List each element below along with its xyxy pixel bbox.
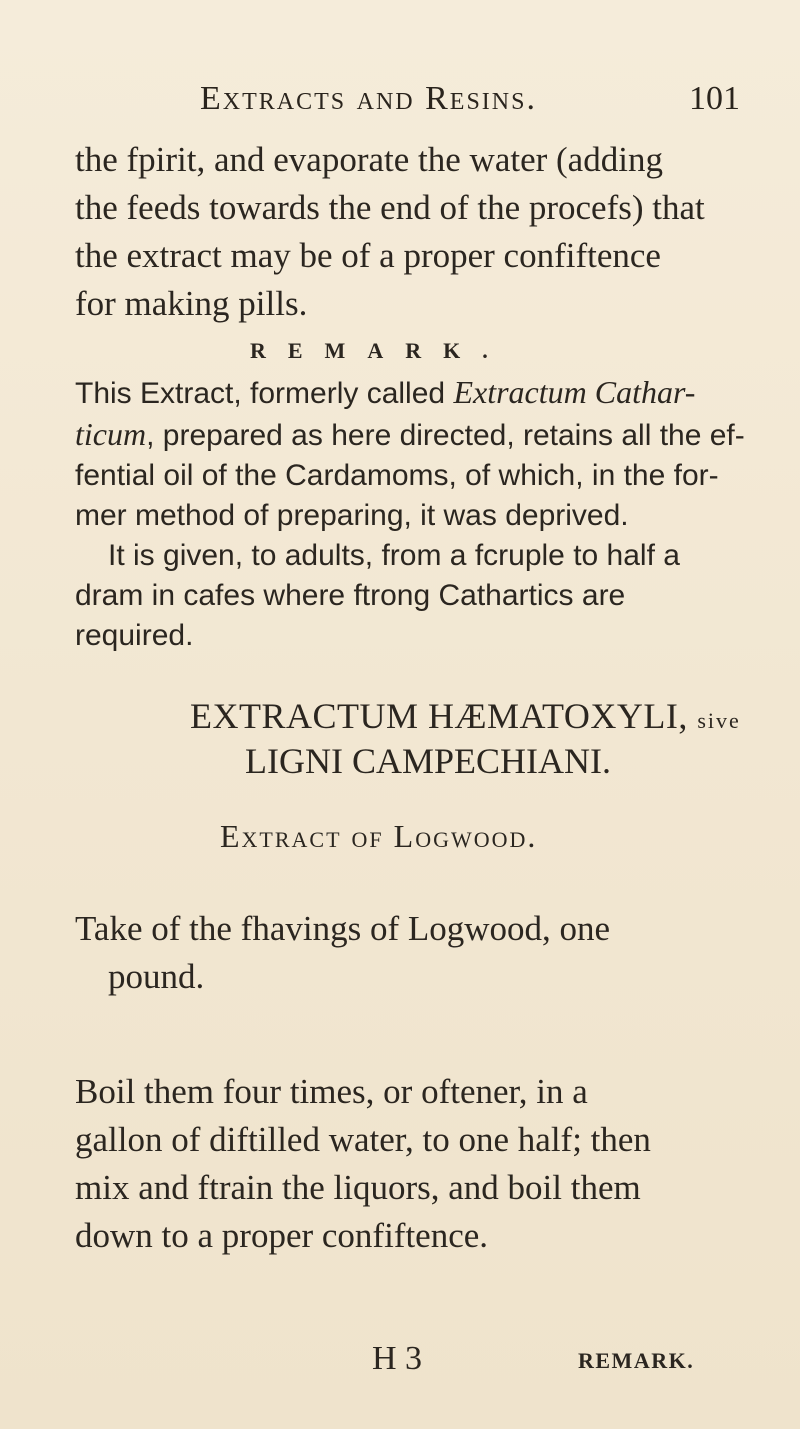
italic-term: Extractum Cathar-: [453, 374, 696, 410]
take-paragraph: [75, 905, 745, 1001]
boil-paragraph: [75, 1068, 745, 1260]
text-line: [75, 414, 745, 456]
text-segment: This Extract, formerly called: [75, 377, 454, 410]
text-line: dram in cafes where ftrong Cathartics are required.: [75, 579, 626, 652]
recipe-title-line2: LIGNI CAMPECHIANI.: [245, 741, 611, 781]
recipe-subtitle: Extract of Logwood.: [220, 818, 538, 854]
text-line: gallon of diftilled water, to one half; then: [75, 1120, 651, 1159]
signature-mark: H 3: [372, 1340, 423, 1377]
text-line: It is given, to adults, from a fcruple to half a: [108, 539, 680, 572]
continuation-paragraph: [75, 136, 745, 328]
page-footer: [0, 1340, 800, 1390]
recipe-title-sive: sive: [697, 708, 741, 733]
text-line: Take of the fhavings of Logwood, one: [75, 909, 611, 948]
remark-paragraph: [75, 372, 745, 656]
text-line: Boil them four times, or oftener, in a: [75, 1072, 588, 1111]
running-title: Extracts and Resins.: [200, 80, 537, 117]
catchword: REMARK.: [578, 1348, 695, 1373]
text-line: pound.: [108, 957, 205, 996]
text-line: fential oil of the Cardamoms, of which, in the for-: [75, 459, 719, 492]
recipe-title-text: EXTRACTUM HÆMATOXYLI,: [190, 696, 688, 736]
recipe-title-line1: [190, 693, 750, 744]
page-header: [200, 80, 740, 130]
text-line: mer method of preparing, it was deprived.: [75, 499, 629, 532]
text-line: [75, 372, 745, 414]
text-line: the extract may be of a proper confiftence: [75, 236, 661, 275]
text-segment: , prepared as here directed, retains all the ef-: [146, 419, 745, 452]
text-line: down to a proper confiftence.: [75, 1216, 489, 1255]
text-line: for making pills.: [75, 284, 308, 323]
text-line: mix and ftrain the liquors, and boil them: [75, 1168, 641, 1207]
remark-heading: REMARK.: [250, 338, 510, 363]
text-line: the feeds towards the end of the procefs) that: [75, 188, 705, 227]
italic-term: ticum: [75, 416, 147, 452]
text-line: the fpirit, and evaporate the water (adding: [75, 140, 663, 179]
page-number: 101: [689, 80, 740, 117]
